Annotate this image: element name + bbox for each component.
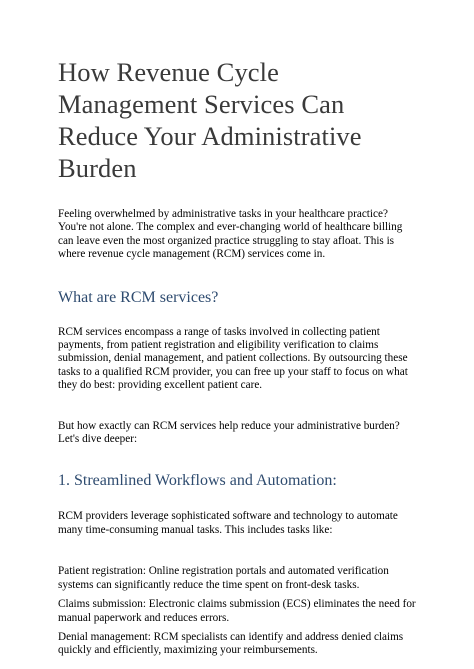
rcm-providers-paragraph: RCM providers leverage sophisticated software and technology to automate many time-consuming manual tasks. This includes tasks like:	[58, 510, 398, 536]
claims-submission-paragraph: Claims submission: Electronic claims submission (ECS) eliminates the need for manual paperwork and reduces errors.	[58, 598, 416, 624]
section-heading-rcm-services: What are RCM services?	[58, 288, 219, 306]
rcm-services-paragraph: RCM services encompass a range of tasks involved in collecting patient payments, from patient registration and eligibility verification to claims submission, denial management, and patient collections. By outsourcing these tasks to a qualified RCM provider, you can free up your staff to focus on what they do best: providing excellent patient care.	[58, 325, 408, 392]
dive-deeper-paragraph: But how exactly can RCM services help reduce your administrative burden? Let's dive deeper:	[58, 419, 400, 446]
denial-management-paragraph: Denial management: RCM specialists can identify and address denied claims quickly and efficiently, maximizing your reimbursements.	[58, 630, 404, 657]
patient-registration-paragraph: Patient registration: Online registration portals and automated verification systems can significantly reduce the time spent on front-desk tasks.	[58, 565, 389, 591]
document-title: How Revenue Cycle Management Services Can Reduce Your Administrative Burden	[58, 57, 362, 183]
intro-paragraph: Feeling overwhelmed by administrative tasks in your healthcare practice? You're not alone. The complex and ever-changing world of healthcare billing can leave even the most organized practice struggling to stay afloat. This is where revenue cycle management (RCM) services come in.	[58, 208, 403, 261]
section-heading-streamlined-workflows: 1. Streamlined Workflows and Automation:	[58, 472, 337, 490]
